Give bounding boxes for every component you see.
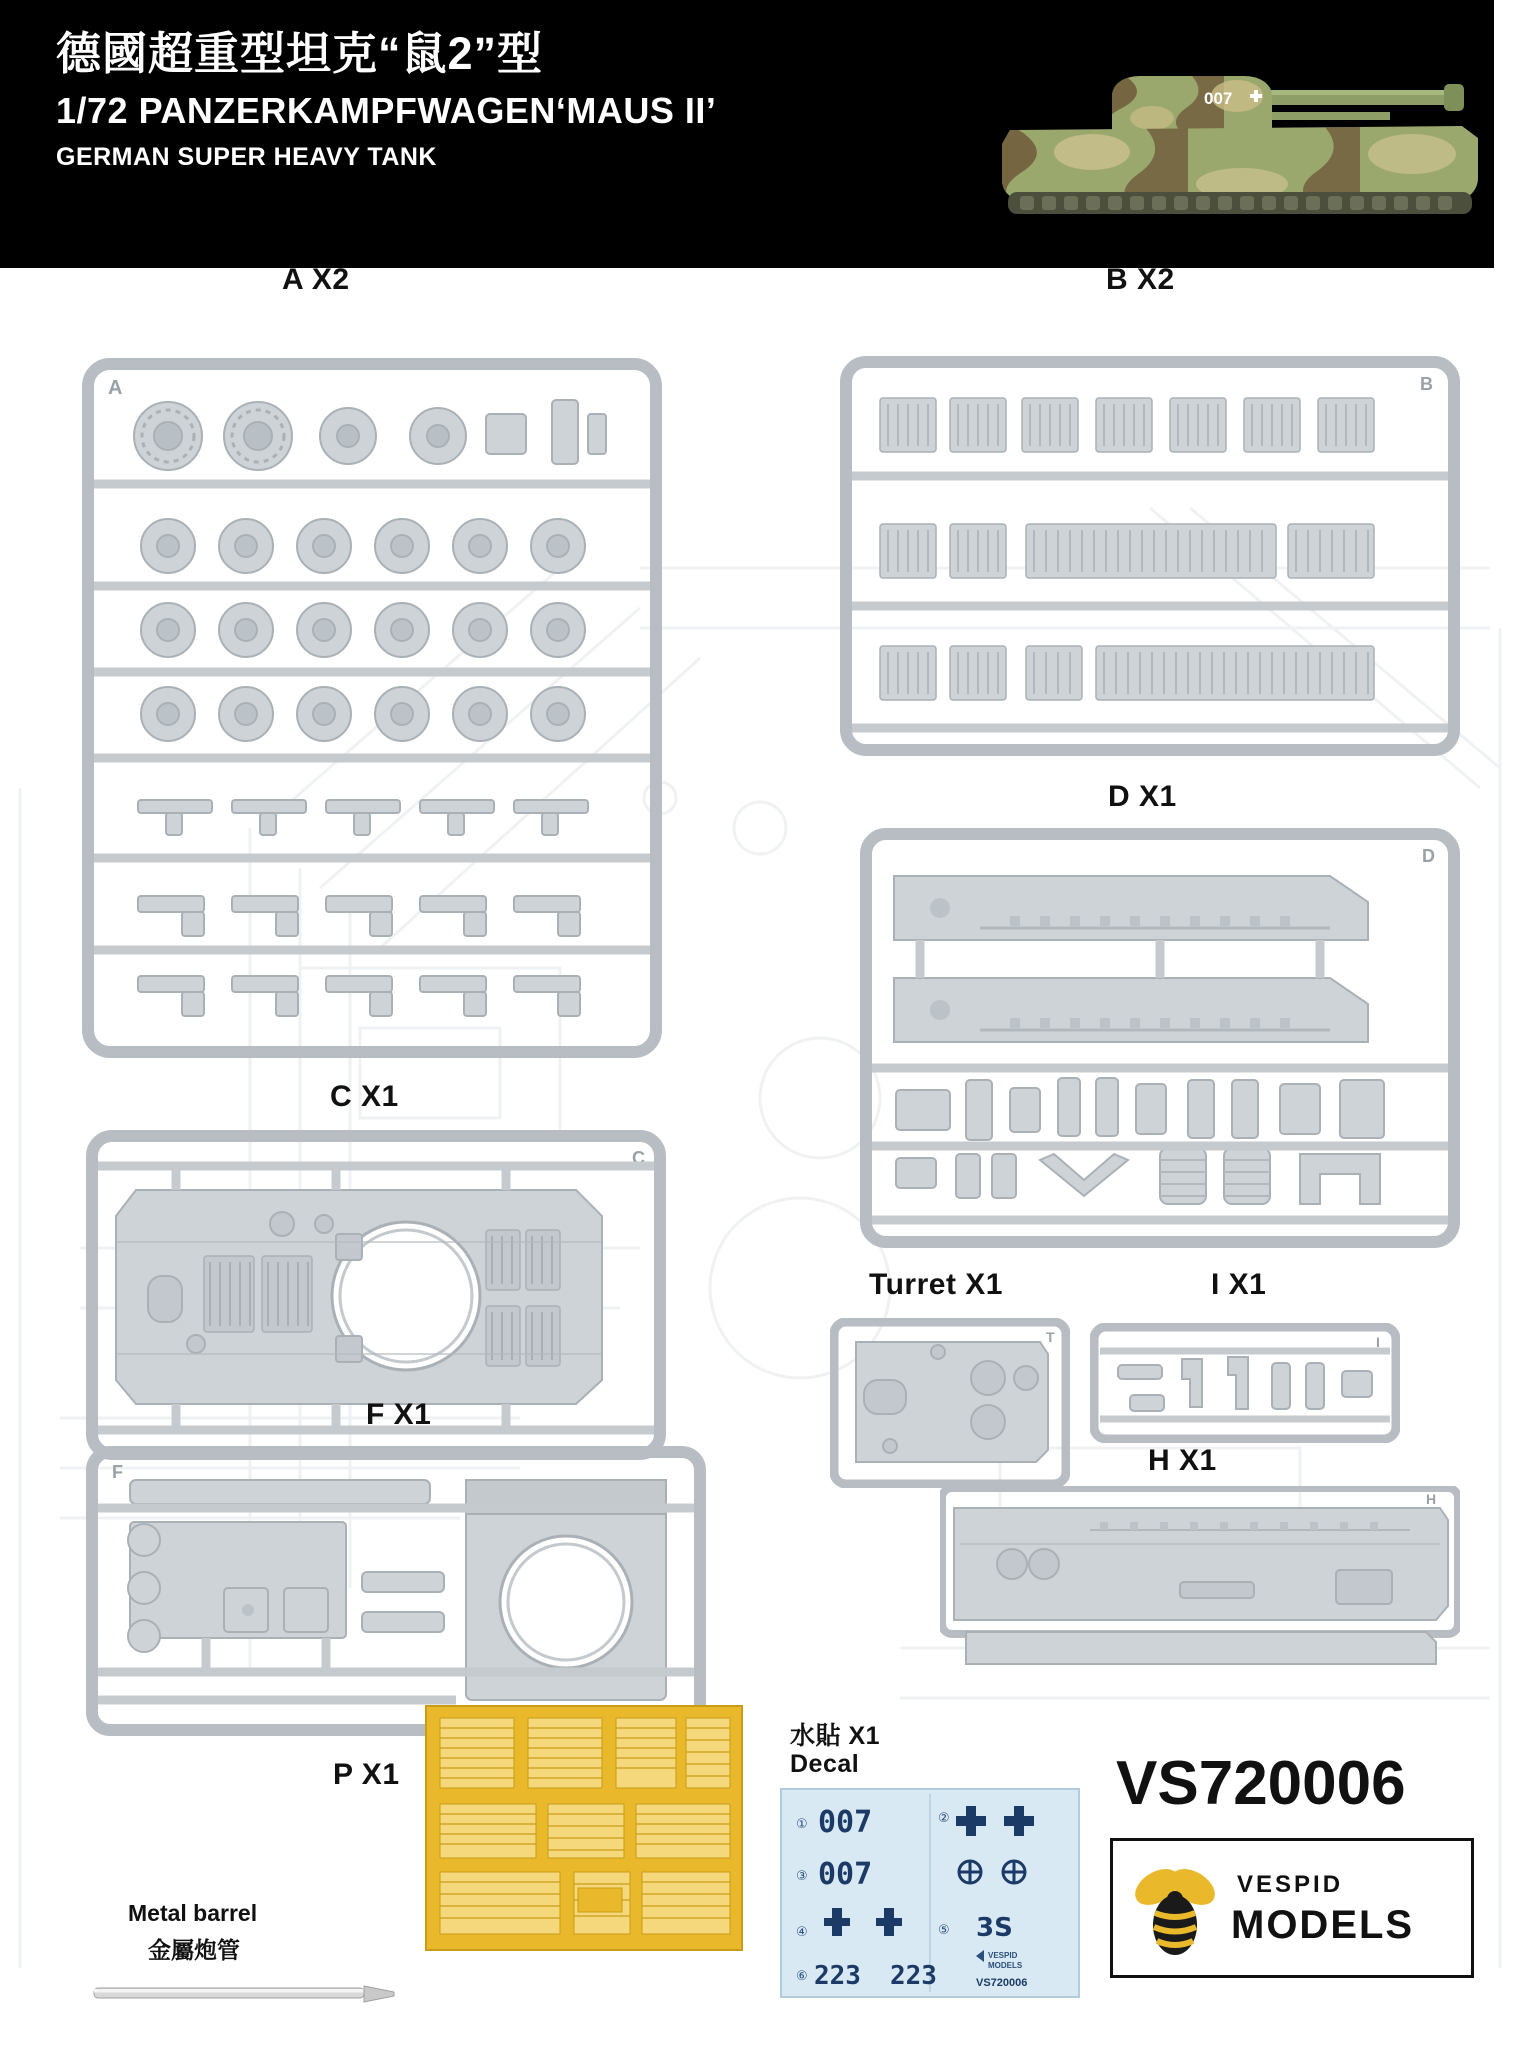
label-sprue-f: F X1 xyxy=(366,1398,432,1431)
brand-name-top: VESPID xyxy=(1237,1871,1344,1898)
label-sprue-h: H X1 xyxy=(1148,1444,1217,1477)
metal-barrel-label-en: Metal barrel xyxy=(128,1900,258,1926)
sprue-h xyxy=(940,1486,1460,1686)
svg-text:VESPID: VESPID xyxy=(988,1951,1018,1960)
label-sprue-c: C X1 xyxy=(330,1080,399,1113)
brand-name-bottom: MODELS xyxy=(1231,1903,1415,1947)
header-edge-strip xyxy=(1494,0,1536,268)
sprue-f xyxy=(86,1446,706,1736)
svg-text:③: ③ xyxy=(796,1869,808,1884)
bee-icon xyxy=(1127,1857,1223,1965)
sprue-i xyxy=(1090,1323,1400,1443)
label-sprue-i: I X1 xyxy=(1211,1268,1267,1301)
metal-barrel-label-cn: 金屬炮管 xyxy=(148,1937,240,1963)
label-sprue-a: A X2 xyxy=(282,268,350,296)
label-sprue-turret: Turret X1 xyxy=(869,1268,1003,1301)
svg-text:007: 007 xyxy=(818,1805,873,1840)
sprue-f-tag: F xyxy=(112,1462,123,1482)
sprue-b-tag: B xyxy=(1420,374,1433,394)
sprue-a xyxy=(82,358,662,1058)
sprue-d-tag: D xyxy=(1422,846,1435,866)
svg-text:①: ① xyxy=(796,1817,808,1832)
sprue-i-tag: I xyxy=(1376,1334,1380,1350)
title-subtitle: GERMAN SUPER HEAVY TANK xyxy=(56,143,437,171)
svg-text:MODELS: MODELS xyxy=(988,1961,1023,1970)
kit-number: VS720006 xyxy=(1116,1749,1406,1818)
svg-text:④: ④ xyxy=(796,1925,808,1940)
pe-fret-p xyxy=(424,1704,744,1964)
tank-illustration xyxy=(992,34,1512,234)
title-chinese: 德國超重型坦克“鼠2”型 xyxy=(56,28,544,79)
label-sprue-d: D X1 xyxy=(1108,780,1177,813)
metal-barrel xyxy=(88,1974,408,2014)
svg-text:223: 223 xyxy=(890,1961,937,1991)
svg-text:⑤: ⑤ xyxy=(938,1923,950,1938)
header-title-block xyxy=(56,26,716,174)
decal-sheet xyxy=(780,1788,1080,1998)
sprue-a-tag: A xyxy=(108,377,123,399)
svg-text:VS720006: VS720006 xyxy=(976,1977,1028,1989)
sprue-h-tag: H xyxy=(1426,1491,1437,1507)
brand-logo xyxy=(1110,1838,1474,1978)
sprue-b xyxy=(840,356,1460,756)
label-decal-cn: 水貼 X1 xyxy=(790,1722,881,1750)
label-sprue-b: B X2 xyxy=(1106,268,1175,296)
title-english: 1/72 PANZERKAMPFWAGEN‘MAUS II’ xyxy=(56,90,717,131)
sprue-c-tag: C xyxy=(632,1148,645,1168)
header-banner xyxy=(0,0,1536,268)
sprue-d xyxy=(860,828,1460,1248)
svg-text:②: ② xyxy=(938,1811,950,1826)
sprue-turret xyxy=(830,1318,1070,1488)
svg-text:3S: 3S xyxy=(976,1913,1013,1943)
sprue-map xyxy=(0,268,1536,2048)
svg-text:223: 223 xyxy=(814,1961,861,1991)
svg-text:007: 007 xyxy=(818,1857,873,1892)
svg-text:⑥: ⑥ xyxy=(796,1969,808,1984)
sprue-turret-tag: T xyxy=(1046,1329,1055,1345)
svg-text:007: 007 xyxy=(1204,89,1233,108)
label-sprue-p: P X1 xyxy=(333,1758,400,1791)
label-decal-en: Decal xyxy=(790,1750,860,1778)
